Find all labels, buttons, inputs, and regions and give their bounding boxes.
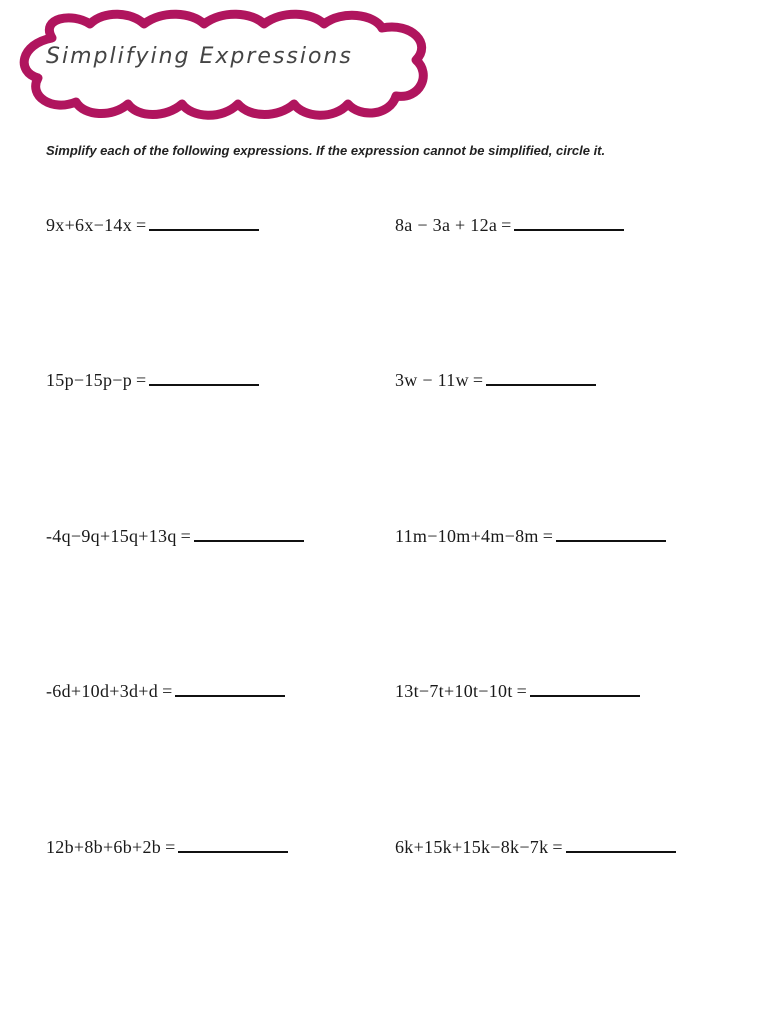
answer-blank[interactable] — [149, 215, 259, 231]
problem-expression: 6k+15k+15k−8k−7k — [395, 837, 549, 857]
problem-4 — [395, 370, 596, 391]
answer-blank[interactable] — [149, 370, 259, 386]
answer-blank[interactable] — [556, 526, 666, 542]
problem-expression: 11m−10m+4m−8m — [395, 526, 539, 546]
problem-3 — [46, 370, 259, 391]
problem-expression: -4q−9q+15q+13q — [46, 526, 177, 546]
equals-sign: = — [516, 681, 527, 701]
problem-10 — [395, 837, 676, 858]
equals-sign: = — [472, 370, 484, 390]
answer-blank[interactable] — [194, 526, 304, 542]
answer-blank[interactable] — [175, 681, 285, 697]
problem-5 — [46, 526, 304, 547]
equals-sign: = — [136, 370, 147, 390]
problem-expression: 12b+8b+6b+2b — [46, 837, 162, 857]
problem-expression: 13t−7t+10t−10t — [395, 681, 513, 701]
answer-blank[interactable] — [566, 837, 676, 853]
equals-sign: = — [136, 215, 147, 235]
problem-expression: 9x+6x−14x — [46, 215, 133, 235]
answer-blank[interactable] — [178, 837, 288, 853]
problem-8 — [395, 681, 640, 702]
problem-6 — [395, 526, 666, 547]
problem-expression: 8a − 3a + 12a — [395, 215, 498, 235]
problem-9 — [46, 837, 288, 858]
answer-blank[interactable] — [530, 681, 640, 697]
equals-sign: = — [552, 837, 563, 857]
equals-sign: = — [162, 681, 173, 701]
problem-expression: -6d+10d+3d+d — [46, 681, 159, 701]
equals-sign: = — [165, 837, 176, 857]
problem-expression: 3w − 11w — [395, 370, 469, 390]
problem-2 — [395, 215, 624, 236]
problem-1 — [46, 215, 259, 236]
equals-sign: = — [542, 526, 553, 546]
problem-7 — [46, 681, 285, 702]
equals-sign: = — [180, 526, 191, 546]
answer-blank[interactable] — [486, 370, 596, 386]
page-title: Simplifying Expressions — [46, 44, 353, 69]
instructions-text: Simplify each of the following expressions. If the expression cannot be simplified, circle it. — [46, 143, 606, 158]
problem-expression: 15p−15p−p — [46, 370, 133, 390]
answer-blank[interactable] — [514, 215, 624, 231]
equals-sign: = — [501, 215, 512, 235]
